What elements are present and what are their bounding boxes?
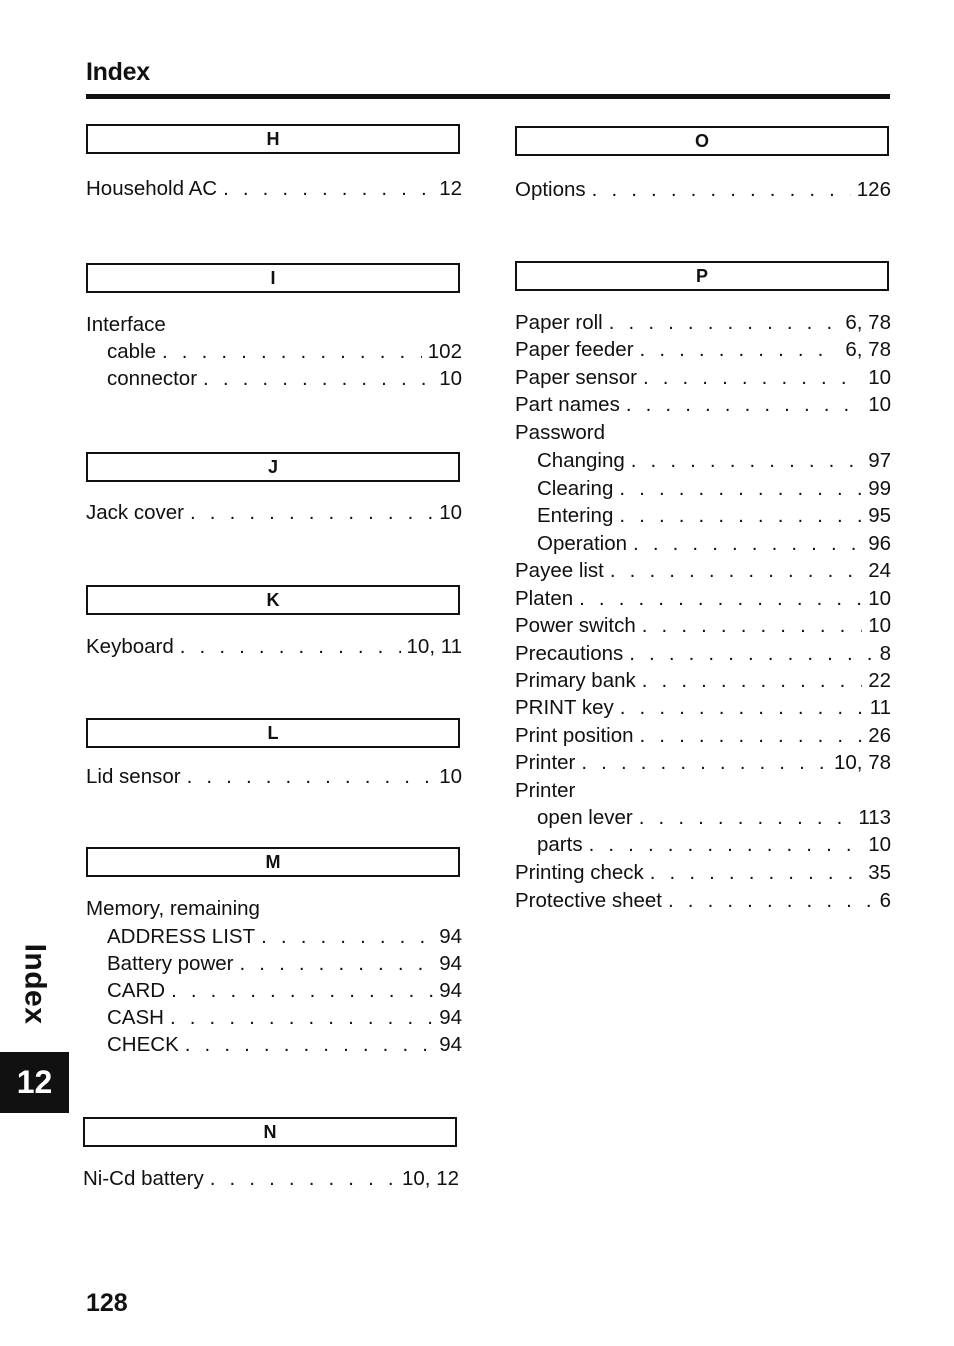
index-entry [537,831,891,858]
leader-dots [626,391,862,418]
index-entry [515,176,891,203]
leader-dots [579,585,862,612]
leader-dots [203,365,433,392]
index-entry [515,749,891,776]
chapter-tab: 12 [0,1052,69,1113]
index-entry [86,175,462,202]
entry-term: CASH [107,1006,164,1029]
entry-pages: 10 [868,614,891,637]
leader-dots [162,338,422,365]
entry-heading: Password [515,421,606,444]
entry-term: Printing check [515,861,644,884]
letter-header-k: K [86,585,460,615]
entry-pages: 11 [869,696,891,719]
leader-dots [223,175,433,202]
leader-dots [190,499,433,526]
entry-term: Precautions [515,642,624,665]
index-entry [86,763,462,790]
entry-pages: 97 [868,449,891,472]
side-tab-text: Index [18,943,52,1025]
letter-header-m: M [86,847,460,877]
index-entry [537,502,891,529]
index-entry [107,950,462,977]
entry-pages: 6, 78 [845,338,891,361]
entry-pages: 10 [439,501,462,524]
index-entry [515,391,891,418]
entry-term: Paper feeder [515,338,634,361]
index-entry [515,612,891,639]
letter-header-n: N [83,1117,457,1147]
leader-dots [592,176,851,203]
page-title: Index [86,58,150,86]
entry-term: Primary bank [515,669,636,692]
leader-dots [581,749,828,776]
entry-pages: 95 [868,504,891,527]
leader-dots [629,640,873,667]
entry-term: PRINT key [515,696,614,719]
entry-term: Keyboard [86,635,174,658]
leader-dots [610,557,862,584]
entry-pages: 22 [868,669,891,692]
entry-pages: 6 [879,889,891,912]
index-entry [107,365,462,392]
leader-dots [187,763,434,790]
entry-pages: 94 [439,952,462,975]
entry-term: Part names [515,393,620,416]
entry-term: Paper sensor [515,366,637,389]
entry-term: Power switch [515,614,636,637]
index-entry [515,309,891,336]
leader-dots [633,530,862,557]
index-entry [107,1004,462,1031]
entry-pages: 12 [439,177,462,200]
entry-heading: Interface [86,313,166,336]
entry-pages: 10 [868,833,891,856]
leader-dots [239,950,433,977]
index-entry [537,804,891,831]
letter-header-h: H [86,124,460,154]
entry-term: Operation [537,532,628,555]
index-entry [537,447,891,474]
leader-dots [180,633,401,660]
entry-pages: 6, 78 [845,311,891,334]
index-entry [537,530,891,557]
entry-pages: 126 [856,178,891,201]
leader-dots [650,859,862,886]
index-entry [515,694,891,721]
index-entry [515,585,891,612]
entry-pages: 96 [868,532,891,555]
leader-dots [261,923,433,950]
entry-heading: Memory, remaining [86,897,260,920]
entry-term: Jack cover [86,501,184,524]
entry-pages: 10, 78 [834,751,891,774]
entry-term: open lever [537,806,633,829]
entry-pages: 94 [439,925,462,948]
entry-term: Household AC [86,177,218,200]
entry-term: Ni-Cd battery [83,1167,204,1190]
index-entry [515,887,891,914]
leader-dots [668,887,874,914]
index-entry [515,640,891,667]
entry-term: Battery power [107,952,234,975]
entry-term: Printer [515,751,576,774]
entry-pages: 10, 12 [402,1167,459,1190]
entry-term: Changing [537,449,625,472]
leader-dots [620,694,864,721]
page-number: 128 [86,1289,128,1317]
letter-header-p: P [515,261,889,291]
index-entry [515,557,891,584]
leader-dots [640,722,863,749]
index-entry [86,499,462,526]
leader-dots [171,977,433,1004]
header-rule [86,94,890,99]
index-entry [515,722,891,749]
leader-dots [639,804,853,831]
leader-dots [640,336,840,363]
side-tab-label [2,936,66,1032]
index-entry [515,364,891,391]
entry-term: Entering [537,504,614,527]
index-entry [515,336,891,363]
entry-term: CARD [107,979,166,1002]
index-entry [107,977,462,1004]
index-entry [83,1165,459,1192]
entry-pages: 94 [439,979,462,1002]
index-entry [515,859,891,886]
leader-dots [642,667,862,694]
entry-pages: 35 [868,861,891,884]
entry-term: connector [107,367,198,390]
entry-term: Print position [515,724,634,747]
entry-pages: 24 [868,559,891,582]
entry-pages: 10 [868,366,891,389]
entry-pages: 10 [439,765,462,788]
entry-term: Protective sheet [515,889,662,912]
index-entry [515,667,891,694]
letter-header-o: O [515,126,889,156]
entry-term: cable [107,340,157,363]
leader-dots [589,831,863,858]
leader-dots [185,1031,433,1058]
entry-pages: 99 [868,477,891,500]
letter-header-l: L [86,718,460,748]
entry-pages: 26 [868,724,891,747]
entry-term: Platen [515,587,574,610]
entry-term: Clearing [537,477,614,500]
leader-dots [170,1004,433,1031]
letter-header-i: I [86,263,460,293]
entry-pages: 10 [868,393,891,416]
entry-pages: 10 [439,367,462,390]
letter-header-j: J [86,452,460,482]
entry-pages: 113 [858,806,891,829]
leader-dots [643,364,862,391]
entry-term: ADDRESS LIST [107,925,256,948]
entry-term: Lid sensor [86,765,181,788]
entry-heading: Printer [515,779,576,802]
entry-term: Paper roll [515,311,603,334]
entry-pages: 10, 11 [406,635,462,658]
index-entry [107,338,462,365]
entry-pages: 94 [439,1006,462,1029]
index-entry [537,475,891,502]
leader-dots [631,447,862,474]
leader-dots [210,1165,396,1192]
entry-pages: 94 [439,1033,462,1056]
leader-dots [642,612,862,639]
entry-pages: 10 [868,587,891,610]
entry-term: parts [537,833,583,856]
index-entry [107,923,462,950]
leader-dots [609,309,840,336]
index-entry [86,633,462,660]
leader-dots [619,475,862,502]
entry-pages: 102 [427,340,462,363]
entry-term: CHECK [107,1033,179,1056]
entry-pages: 8 [879,642,891,665]
leader-dots [619,502,862,529]
entry-term: Options [515,178,586,201]
entry-term: Payee list [515,559,604,582]
index-entry [107,1031,462,1058]
